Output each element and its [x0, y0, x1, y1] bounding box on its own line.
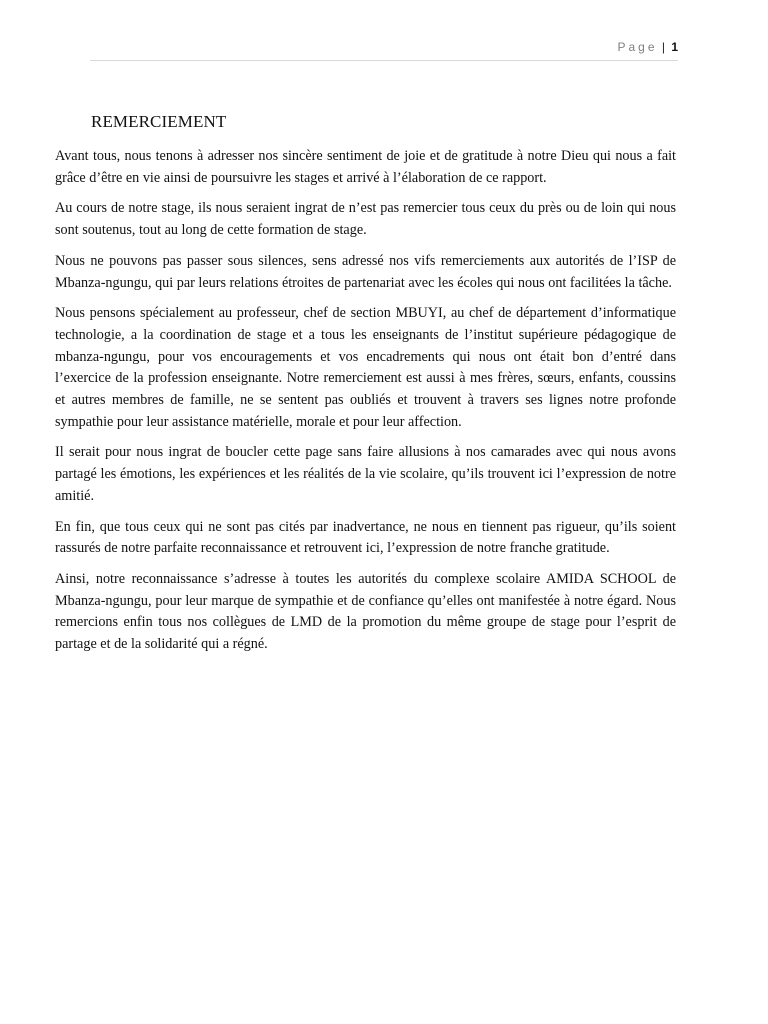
paragraph: Nous ne pouvons pas passer sous silences, sens adressé nos vifs remerciements aux autorités de l’ISP de Mbanza-ngungu, qui par leurs relations étroites de partenariat avec les écoles qui nous ont facilitées la tâche. [55, 252, 676, 291]
page-separator: | [661, 40, 665, 54]
paragraph: Ainsi, notre reconnaissance s’adresse à toutes les autorités du complexe scolaire AMIDA SCHOOL de Mbanza-ngungu, pour leur marque de sympathie et de confiance qu’elles ont manifestée à notre égard. Nous remercions enfin tous nos collègues de LMD de la promotion du même groupe de stage pour l’esprit de partage et de la solidarité qui a régné. [55, 570, 676, 653]
page-label: Page [617, 40, 658, 54]
paragraph: Au cours de notre stage, ils nous seraient ingrat de n’est pas remercier tous ceux du près ou de loin qui nous sont soutenus, tout au long de cette formation de stage. [55, 200, 676, 239]
paragraph: Il serait pour nous ingrat de boucler cette page sans faire allusions à nos camarades avec qui nous avons partagé les émotions, les expériences et les réalités de la vie scolaire, qu’ils trouvent ici l’expression de notre amitié. [55, 444, 676, 504]
paragraph: Avant tous, nous tenons à adresser nos sincère sentiment de joie et de gratitude à notre Dieu qui nous a fait grâce d’être en vie ainsi de poursuivre les stages et arrivé à l’élaboration de ce rapport. [55, 148, 676, 186]
document-body [55, 146, 676, 665]
paragraph: Nous pensons spécialement au professeur, chef de section MBUYI, au chef de département d’informatique technologie, a la coordination de stage et a tous les enseignants de l’institut supérieure pédagogique de mbanza-ngungu, pour vos encouragements et vos encadrements qui nous ont était bon d’entré dans l’exercice de la profession enseignante. Notre remerciement est aussi à mes frères, sœurs, enfants, coussins et autres membres de famille, ne se sentent pas oubliés et trouvent à travers ses lignes notre profonde sympathie pour leur assistance matérielle, morale et pour leur affection. [55, 305, 676, 430]
page-header [90, 40, 678, 61]
page-number: 1 [671, 40, 678, 54]
document-title: REMERCIEMENT [91, 112, 227, 131]
paragraph: En fin, que tous ceux qui ne sont pas cités par inadvertance, ne nous en tiennent pas rigueur, qu’ils soient rassurés de notre parfaite reconnaissance et retrouvent ici, l’expression de notre franche gratitude. [55, 518, 676, 557]
